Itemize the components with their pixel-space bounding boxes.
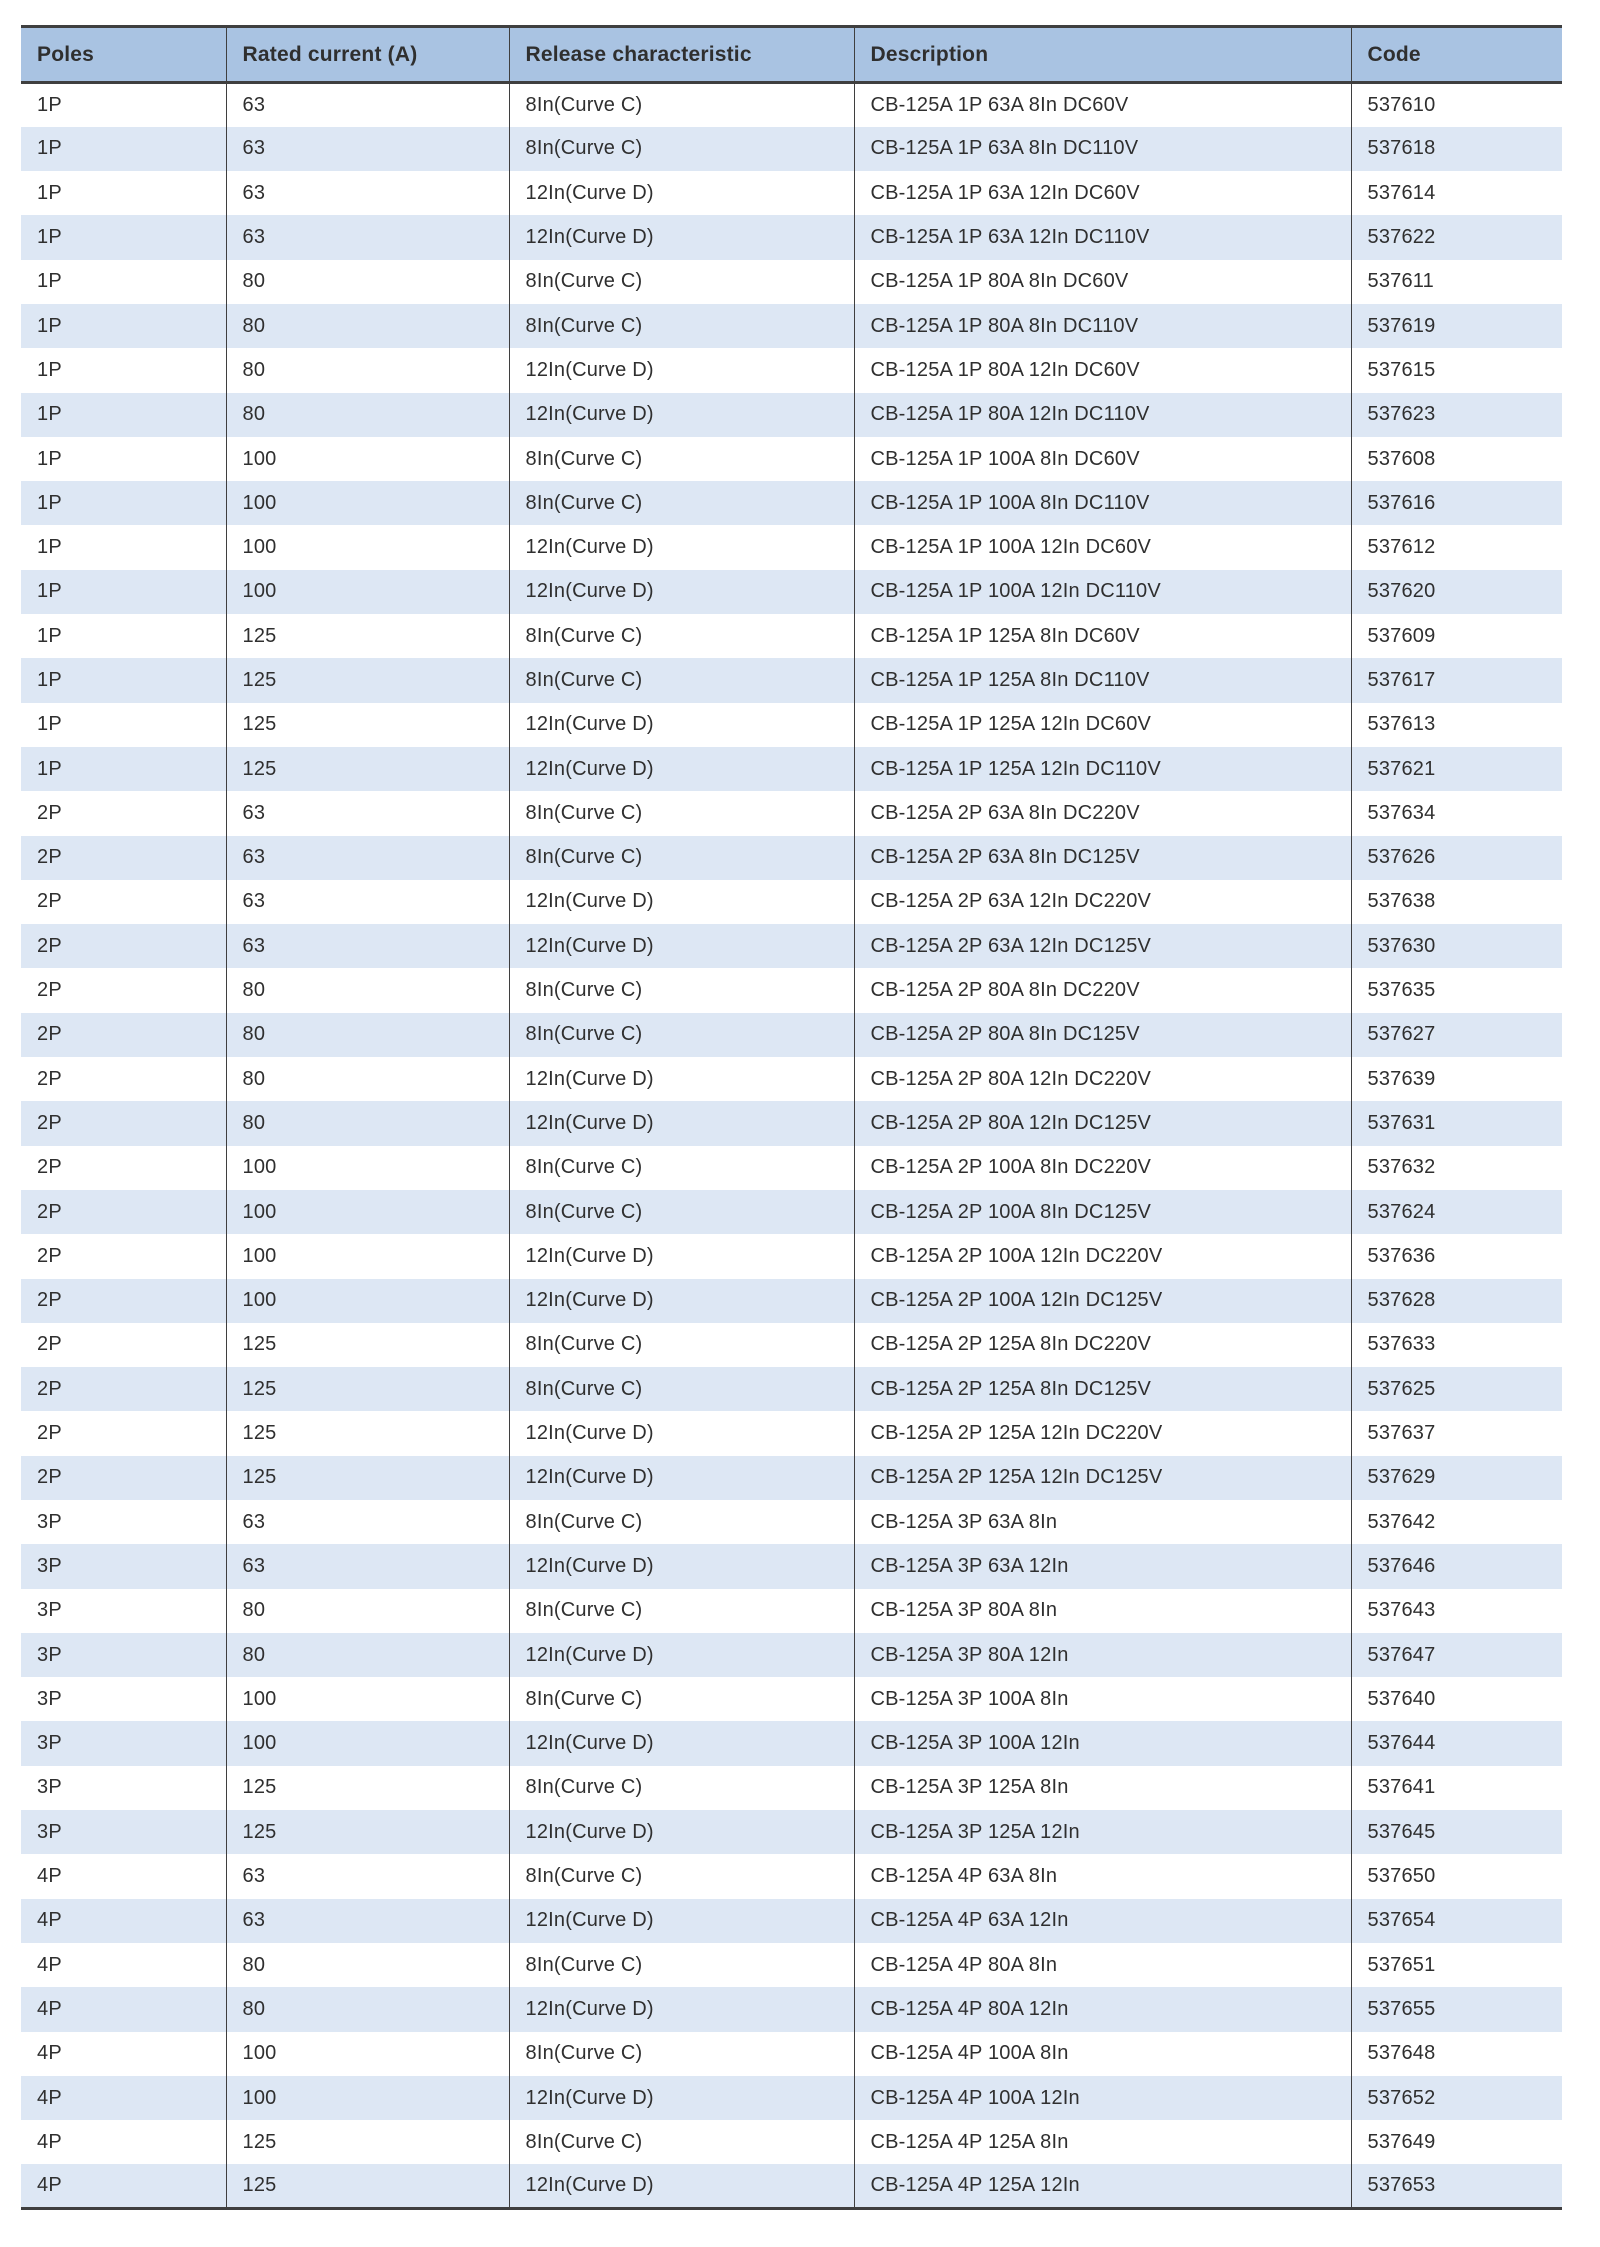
table-row <box>21 968 1562 1012</box>
cell-description: CB-125A 1P 80A 8In DC110V <box>854 304 1351 348</box>
cell-poles: 4P <box>21 2164 226 2208</box>
table-header <box>21 27 1562 83</box>
cell-release: 12In(Curve D) <box>509 1279 854 1323</box>
cell-code: 537619 <box>1351 304 1562 348</box>
table-row <box>21 1234 1562 1278</box>
cell-poles: 4P <box>21 1854 226 1898</box>
cell-code: 537626 <box>1351 836 1562 880</box>
cell-rated-current: 63 <box>226 171 509 215</box>
cell-description: CB-125A 3P 100A 12In <box>854 1721 1351 1765</box>
cell-release: 8In(Curve C) <box>509 1013 854 1057</box>
cell-poles: 3P <box>21 1633 226 1677</box>
cell-release: 8In(Curve C) <box>509 260 854 304</box>
cell-release: 8In(Curve C) <box>509 658 854 702</box>
cell-release: 12In(Curve D) <box>509 1101 854 1145</box>
cell-rated-current: 63 <box>226 836 509 880</box>
cell-rated-current: 125 <box>226 1766 509 1810</box>
cell-rated-current: 125 <box>226 1323 509 1367</box>
cell-code: 537615 <box>1351 348 1562 392</box>
cell-release: 12In(Curve D) <box>509 2076 854 2120</box>
cell-release: 8In(Curve C) <box>509 2120 854 2164</box>
table-row <box>21 1721 1562 1765</box>
cell-rated-current: 125 <box>226 747 509 791</box>
cell-description: CB-125A 3P 80A 8In <box>854 1589 1351 1633</box>
cell-rated-current: 80 <box>226 1057 509 1101</box>
cell-code: 537610 <box>1351 83 1562 127</box>
cell-poles: 1P <box>21 703 226 747</box>
table-row <box>21 2076 1562 2120</box>
cell-poles: 4P <box>21 2032 226 2076</box>
cell-rated-current: 63 <box>226 1899 509 1943</box>
cell-description: CB-125A 2P 100A 8In DC125V <box>854 1190 1351 1234</box>
cell-description: CB-125A 1P 80A 8In DC60V <box>854 260 1351 304</box>
cell-poles: 2P <box>21 1279 226 1323</box>
cell-poles: 4P <box>21 1943 226 1987</box>
cell-poles: 4P <box>21 2076 226 2120</box>
cell-description: CB-125A 1P 125A 8In DC110V <box>854 658 1351 702</box>
cell-code: 537654 <box>1351 1899 1562 1943</box>
cell-description: CB-125A 2P 80A 12In DC125V <box>854 1101 1351 1145</box>
cell-code: 537627 <box>1351 1013 1562 1057</box>
table-row <box>21 1057 1562 1101</box>
cell-poles: 1P <box>21 525 226 569</box>
cell-poles: 2P <box>21 1323 226 1367</box>
table-row <box>21 348 1562 392</box>
cell-description: CB-125A 3P 63A 8In <box>854 1500 1351 1544</box>
cell-description: CB-125A 2P 125A 12In DC220V <box>854 1411 1351 1455</box>
cell-release: 12In(Curve D) <box>509 348 854 392</box>
cell-code: 537629 <box>1351 1456 1562 1500</box>
cell-code: 537609 <box>1351 614 1562 658</box>
cell-code: 537639 <box>1351 1057 1562 1101</box>
cell-description: CB-125A 2P 63A 12In DC125V <box>854 924 1351 968</box>
cell-poles: 2P <box>21 1146 226 1190</box>
cell-rated-current: 63 <box>226 924 509 968</box>
cell-description: CB-125A 4P 80A 8In <box>854 1943 1351 1987</box>
cell-code: 537612 <box>1351 525 1562 569</box>
table-row <box>21 304 1562 348</box>
table-row <box>21 393 1562 437</box>
cell-poles: 3P <box>21 1766 226 1810</box>
cell-rated-current: 125 <box>226 2164 509 2208</box>
cell-code: 537635 <box>1351 968 1562 1012</box>
cell-release: 8In(Curve C) <box>509 1367 854 1411</box>
header-row <box>21 27 1562 83</box>
table-row <box>21 836 1562 880</box>
cell-description: CB-125A 2P 63A 12In DC220V <box>854 880 1351 924</box>
cell-code: 537620 <box>1351 570 1562 614</box>
cell-rated-current: 63 <box>226 83 509 127</box>
table-row <box>21 83 1562 127</box>
table-row <box>21 215 1562 259</box>
cell-description: CB-125A 2P 125A 8In DC220V <box>854 1323 1351 1367</box>
cell-rated-current: 100 <box>226 1234 509 1278</box>
table-row <box>21 1367 1562 1411</box>
column-header-poles: Poles <box>21 27 226 83</box>
cell-release: 12In(Curve D) <box>509 747 854 791</box>
table-row <box>21 1899 1562 1943</box>
cell-code: 537649 <box>1351 2120 1562 2164</box>
cell-rated-current: 100 <box>226 1279 509 1323</box>
cell-rated-current: 100 <box>226 481 509 525</box>
table-row <box>21 1633 1562 1677</box>
cell-code: 537621 <box>1351 747 1562 791</box>
cell-description: CB-125A 1P 100A 12In DC60V <box>854 525 1351 569</box>
table-row <box>21 1500 1562 1544</box>
table-row <box>21 525 1562 569</box>
cell-rated-current: 100 <box>226 1190 509 1234</box>
column-header-code: Code <box>1351 27 1562 83</box>
cell-code: 537617 <box>1351 658 1562 702</box>
cell-release: 12In(Curve D) <box>509 703 854 747</box>
cell-release: 8In(Curve C) <box>509 968 854 1012</box>
cell-poles: 2P <box>21 880 226 924</box>
cell-release: 12In(Curve D) <box>509 1633 854 1677</box>
cell-code: 537645 <box>1351 1810 1562 1854</box>
table-row <box>21 127 1562 171</box>
cell-description: CB-125A 2P 125A 8In DC125V <box>854 1367 1351 1411</box>
table-row <box>21 791 1562 835</box>
table-row <box>21 171 1562 215</box>
cell-rated-current: 80 <box>226 348 509 392</box>
cell-release: 8In(Curve C) <box>509 1766 854 1810</box>
cell-rated-current: 80 <box>226 1633 509 1677</box>
cell-release: 12In(Curve D) <box>509 1234 854 1278</box>
cell-rated-current: 100 <box>226 1677 509 1721</box>
cell-poles: 2P <box>21 1057 226 1101</box>
cell-rated-current: 100 <box>226 570 509 614</box>
cell-description: CB-125A 2P 100A 12In DC125V <box>854 1279 1351 1323</box>
cell-poles: 4P <box>21 1987 226 2031</box>
cell-code: 537642 <box>1351 1500 1562 1544</box>
cell-poles: 3P <box>21 1677 226 1721</box>
cell-description: CB-125A 1P 63A 8In DC110V <box>854 127 1351 171</box>
cell-release: 12In(Curve D) <box>509 1810 854 1854</box>
cell-description: CB-125A 2P 80A 12In DC220V <box>854 1057 1351 1101</box>
cell-rated-current: 80 <box>226 1013 509 1057</box>
cell-poles: 1P <box>21 127 226 171</box>
cell-release: 8In(Curve C) <box>509 127 854 171</box>
cell-code: 537611 <box>1351 260 1562 304</box>
cell-code: 537641 <box>1351 1766 1562 1810</box>
cell-release: 12In(Curve D) <box>509 880 854 924</box>
table-row <box>21 1411 1562 1455</box>
table-row <box>21 1943 1562 1987</box>
cell-rated-current: 100 <box>226 2032 509 2076</box>
table-row <box>21 2120 1562 2164</box>
cell-rated-current: 125 <box>226 703 509 747</box>
cell-release: 8In(Curve C) <box>509 1589 854 1633</box>
cell-poles: 2P <box>21 791 226 835</box>
cell-poles: 1P <box>21 171 226 215</box>
cell-release: 12In(Curve D) <box>509 215 854 259</box>
cell-code: 537613 <box>1351 703 1562 747</box>
cell-poles: 1P <box>21 658 226 702</box>
cell-rated-current: 80 <box>226 1101 509 1145</box>
cell-rated-current: 100 <box>226 525 509 569</box>
cell-rated-current: 80 <box>226 260 509 304</box>
table-row <box>21 1146 1562 1190</box>
cell-release: 8In(Curve C) <box>509 1500 854 1544</box>
cell-rated-current: 80 <box>226 1943 509 1987</box>
table-body <box>21 83 1562 2209</box>
cell-code: 537637 <box>1351 1411 1562 1455</box>
cell-poles: 1P <box>21 393 226 437</box>
product-selection-table <box>21 25 1562 2210</box>
cell-poles: 1P <box>21 348 226 392</box>
cell-code: 537616 <box>1351 481 1562 525</box>
cell-description: CB-125A 4P 63A 12In <box>854 1899 1351 1943</box>
cell-description: CB-125A 1P 63A 12In DC110V <box>854 215 1351 259</box>
cell-description: CB-125A 4P 125A 12In <box>854 2164 1351 2208</box>
cell-rated-current: 80 <box>226 393 509 437</box>
table-row <box>21 1323 1562 1367</box>
cell-release: 8In(Curve C) <box>509 836 854 880</box>
cell-release: 8In(Curve C) <box>509 1323 854 1367</box>
cell-description: CB-125A 3P 63A 12In <box>854 1544 1351 1588</box>
cell-poles: 3P <box>21 1544 226 1588</box>
cell-description: CB-125A 1P 80A 12In DC60V <box>854 348 1351 392</box>
cell-code: 537634 <box>1351 791 1562 835</box>
cell-code: 537655 <box>1351 1987 1562 2031</box>
cell-release: 12In(Curve D) <box>509 1057 854 1101</box>
cell-description: CB-125A 2P 125A 12In DC125V <box>854 1456 1351 1500</box>
cell-poles: 2P <box>21 1234 226 1278</box>
cell-poles: 2P <box>21 1013 226 1057</box>
cell-description: CB-125A 4P 100A 12In <box>854 2076 1351 2120</box>
cell-code: 537644 <box>1351 1721 1562 1765</box>
cell-code: 537647 <box>1351 1633 1562 1677</box>
cell-release: 12In(Curve D) <box>509 1899 854 1943</box>
table-row <box>21 614 1562 658</box>
cell-description: CB-125A 3P 100A 8In <box>854 1677 1351 1721</box>
cell-code: 537638 <box>1351 880 1562 924</box>
cell-release: 8In(Curve C) <box>509 791 854 835</box>
cell-poles: 1P <box>21 481 226 525</box>
cell-release: 8In(Curve C) <box>509 83 854 127</box>
cell-poles: 1P <box>21 614 226 658</box>
cell-release: 12In(Curve D) <box>509 525 854 569</box>
cell-code: 537625 <box>1351 1367 1562 1411</box>
cell-code: 537651 <box>1351 1943 1562 1987</box>
cell-description: CB-125A 2P 63A 8In DC220V <box>854 791 1351 835</box>
cell-rated-current: 100 <box>226 1721 509 1765</box>
cell-description: CB-125A 2P 63A 8In DC125V <box>854 836 1351 880</box>
table-row <box>21 2032 1562 2076</box>
cell-description: CB-125A 2P 80A 8In DC220V <box>854 968 1351 1012</box>
table-row <box>21 1810 1562 1854</box>
cell-description: CB-125A 2P 100A 8In DC220V <box>854 1146 1351 1190</box>
cell-rated-current: 63 <box>226 1544 509 1588</box>
table-row <box>21 747 1562 791</box>
cell-rated-current: 63 <box>226 1500 509 1544</box>
cell-poles: 3P <box>21 1721 226 1765</box>
cell-description: CB-125A 1P 63A 12In DC60V <box>854 171 1351 215</box>
table-row <box>21 1987 1562 2031</box>
cell-release: 12In(Curve D) <box>509 924 854 968</box>
cell-release: 12In(Curve D) <box>509 2164 854 2208</box>
cell-rated-current: 63 <box>226 1854 509 1898</box>
table-row <box>21 481 1562 525</box>
cell-rated-current: 63 <box>226 880 509 924</box>
cell-code: 537646 <box>1351 1544 1562 1588</box>
table-row <box>21 1279 1562 1323</box>
cell-rated-current: 80 <box>226 304 509 348</box>
table-row <box>21 1456 1562 1500</box>
cell-poles: 4P <box>21 1899 226 1943</box>
cell-rated-current: 63 <box>226 215 509 259</box>
cell-release: 12In(Curve D) <box>509 1411 854 1455</box>
cell-release: 8In(Curve C) <box>509 304 854 348</box>
cell-rated-current: 63 <box>226 791 509 835</box>
cell-poles: 1P <box>21 747 226 791</box>
cell-rated-current: 80 <box>226 1589 509 1633</box>
cell-description: CB-125A 4P 100A 8In <box>854 2032 1351 2076</box>
table-row <box>21 260 1562 304</box>
cell-code: 537631 <box>1351 1101 1562 1145</box>
cell-description: CB-125A 1P 100A 8In DC60V <box>854 437 1351 481</box>
cell-poles: 1P <box>21 260 226 304</box>
cell-release: 8In(Curve C) <box>509 1854 854 1898</box>
cell-poles: 1P <box>21 83 226 127</box>
cell-description: CB-125A 3P 125A 12In <box>854 1810 1351 1854</box>
cell-description: CB-125A 1P 63A 8In DC60V <box>854 83 1351 127</box>
cell-rated-current: 63 <box>226 127 509 171</box>
cell-code: 537632 <box>1351 1146 1562 1190</box>
cell-description: CB-125A 1P 125A 12In DC60V <box>854 703 1351 747</box>
table-row <box>21 2164 1562 2208</box>
cell-poles: 2P <box>21 924 226 968</box>
cell-release: 8In(Curve C) <box>509 1190 854 1234</box>
cell-release: 12In(Curve D) <box>509 171 854 215</box>
cell-release: 12In(Curve D) <box>509 570 854 614</box>
table-row <box>21 437 1562 481</box>
cell-code: 537622 <box>1351 215 1562 259</box>
cell-poles: 2P <box>21 1411 226 1455</box>
cell-poles: 1P <box>21 215 226 259</box>
cell-rated-current: 125 <box>226 1456 509 1500</box>
cell-code: 537636 <box>1351 1234 1562 1278</box>
cell-poles: 3P <box>21 1810 226 1854</box>
cell-description: CB-125A 1P 80A 12In DC110V <box>854 393 1351 437</box>
column-header-rated-current: Rated current (A) <box>226 27 509 83</box>
cell-release: 12In(Curve D) <box>509 1987 854 2031</box>
cell-description: CB-125A 4P 63A 8In <box>854 1854 1351 1898</box>
cell-code: 537628 <box>1351 1279 1562 1323</box>
cell-description: CB-125A 2P 80A 8In DC125V <box>854 1013 1351 1057</box>
cell-release: 8In(Curve C) <box>509 2032 854 2076</box>
cell-code: 537623 <box>1351 393 1562 437</box>
cell-poles: 3P <box>21 1589 226 1633</box>
catalog-table-container <box>21 25 1562 2210</box>
table-row <box>21 1677 1562 1721</box>
cell-rated-current: 125 <box>226 658 509 702</box>
cell-release: 12In(Curve D) <box>509 1544 854 1588</box>
cell-description: CB-125A 2P 100A 12In DC220V <box>854 1234 1351 1278</box>
cell-release: 8In(Curve C) <box>509 481 854 525</box>
cell-code: 537608 <box>1351 437 1562 481</box>
table-row <box>21 880 1562 924</box>
cell-poles: 3P <box>21 1500 226 1544</box>
cell-release: 8In(Curve C) <box>509 1677 854 1721</box>
cell-description: CB-125A 3P 125A 8In <box>854 1766 1351 1810</box>
cell-rated-current: 100 <box>226 437 509 481</box>
cell-release: 8In(Curve C) <box>509 1146 854 1190</box>
table-row <box>21 1190 1562 1234</box>
cell-rated-current: 125 <box>226 614 509 658</box>
cell-poles: 4P <box>21 2120 226 2164</box>
cell-release: 8In(Curve C) <box>509 1943 854 1987</box>
cell-rated-current: 125 <box>226 1810 509 1854</box>
cell-poles: 2P <box>21 1456 226 1500</box>
cell-poles: 2P <box>21 1101 226 1145</box>
table-row <box>21 703 1562 747</box>
cell-rated-current: 80 <box>226 968 509 1012</box>
cell-release: 8In(Curve C) <box>509 614 854 658</box>
cell-poles: 2P <box>21 968 226 1012</box>
cell-rated-current: 125 <box>226 1411 509 1455</box>
cell-poles: 1P <box>21 437 226 481</box>
table-row <box>21 1544 1562 1588</box>
cell-description: CB-125A 1P 100A 8In DC110V <box>854 481 1351 525</box>
cell-code: 537630 <box>1351 924 1562 968</box>
cell-poles: 2P <box>21 1190 226 1234</box>
cell-code: 537633 <box>1351 1323 1562 1367</box>
cell-description: CB-125A 4P 80A 12In <box>854 1987 1351 2031</box>
cell-code: 537640 <box>1351 1677 1562 1721</box>
cell-rated-current: 80 <box>226 1987 509 2031</box>
cell-release: 8In(Curve C) <box>509 437 854 481</box>
cell-description: CB-125A 4P 125A 8In <box>854 2120 1351 2164</box>
cell-code: 537648 <box>1351 2032 1562 2076</box>
cell-description: CB-125A 1P 125A 12In DC110V <box>854 747 1351 791</box>
table-row <box>21 1854 1562 1898</box>
cell-release: 12In(Curve D) <box>509 1456 854 1500</box>
cell-description: CB-125A 1P 125A 8In DC60V <box>854 614 1351 658</box>
column-header-release: Release characteristic <box>509 27 854 83</box>
cell-code: 537650 <box>1351 1854 1562 1898</box>
cell-poles: 1P <box>21 304 226 348</box>
cell-rated-current: 125 <box>226 2120 509 2164</box>
table-row <box>21 924 1562 968</box>
cell-poles: 2P <box>21 836 226 880</box>
table-row <box>21 570 1562 614</box>
table-row <box>21 1766 1562 1810</box>
cell-rated-current: 100 <box>226 1146 509 1190</box>
table-row <box>21 658 1562 702</box>
cell-poles: 1P <box>21 570 226 614</box>
cell-code: 537618 <box>1351 127 1562 171</box>
table-row <box>21 1013 1562 1057</box>
table-row <box>21 1589 1562 1633</box>
cell-rated-current: 100 <box>226 2076 509 2120</box>
cell-code: 537643 <box>1351 1589 1562 1633</box>
cell-rated-current: 125 <box>226 1367 509 1411</box>
column-header-description: Description <box>854 27 1351 83</box>
cell-description: CB-125A 1P 100A 12In DC110V <box>854 570 1351 614</box>
table-row <box>21 1101 1562 1145</box>
cell-code: 537614 <box>1351 171 1562 215</box>
cell-poles: 2P <box>21 1367 226 1411</box>
cell-release: 12In(Curve D) <box>509 393 854 437</box>
cell-release: 12In(Curve D) <box>509 1721 854 1765</box>
cell-code: 537653 <box>1351 2164 1562 2208</box>
cell-description: CB-125A 3P 80A 12In <box>854 1633 1351 1677</box>
cell-code: 537624 <box>1351 1190 1562 1234</box>
cell-code: 537652 <box>1351 2076 1562 2120</box>
